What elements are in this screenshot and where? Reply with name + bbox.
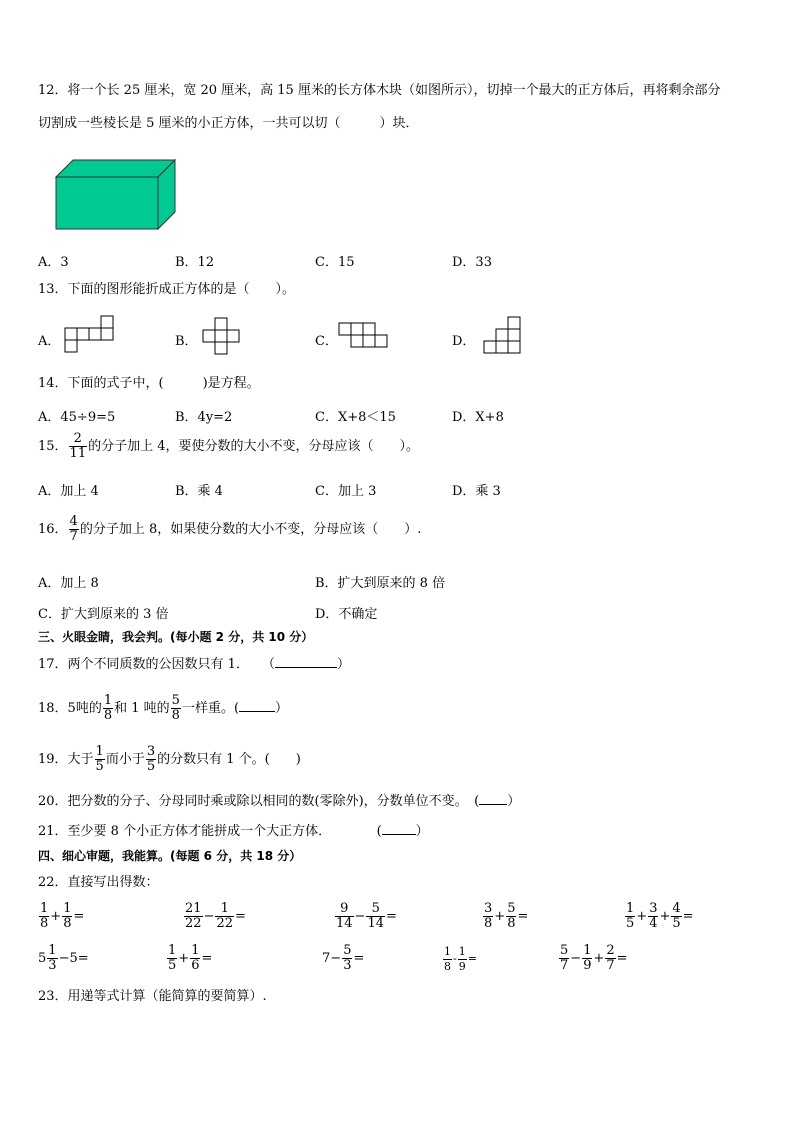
denominator: 11 — [69, 446, 87, 461]
fraction — [671, 902, 681, 931]
q15-option-c: C．加上 3 — [315, 484, 377, 499]
fraction — [458, 945, 467, 974]
calc-item — [482, 900, 528, 934]
q20 — [38, 792, 520, 810]
q21-text: 21．至少要 8 个小正方体才能拼成一个大正方体． ( — [38, 824, 382, 839]
numerator: 21 — [185, 901, 202, 916]
calc-item — [558, 942, 628, 976]
q13-label-a: A． — [38, 334, 61, 349]
net-b-figure — [202, 317, 244, 357]
numerator: 4 — [672, 901, 681, 916]
numerator: 1 — [168, 943, 177, 958]
numerator: 1 — [40, 901, 49, 916]
q15-option-a: A．加上 4 — [38, 484, 99, 499]
denominator: 8 — [444, 959, 451, 973]
numerator: 3 — [649, 901, 658, 916]
denominator: 22 — [185, 916, 202, 931]
numerator: 3 — [146, 744, 156, 759]
calc-item — [442, 942, 477, 976]
q17-text: 17．两个不同质数的公因数只有 1． （ — [38, 657, 275, 672]
equals: = — [353, 951, 365, 966]
q12-option-b: B．12 — [175, 255, 215, 270]
fraction — [190, 944, 200, 973]
equals: = — [386, 909, 397, 924]
fraction — [69, 515, 79, 544]
denominator: 14 — [367, 916, 384, 931]
q15-option-d: D．乘 3 — [452, 484, 501, 499]
denominator: 8 — [484, 916, 493, 931]
fraction — [559, 944, 569, 973]
q12-option-a: A．3 — [38, 255, 69, 270]
q16-option-c: C．扩大到原来的 3 倍 — [38, 607, 169, 622]
q19-part-b: 而小于 — [105, 752, 145, 767]
q16-number: 16． — [38, 522, 68, 537]
answer-blank[interactable] — [275, 655, 337, 668]
denominator: 14 — [336, 916, 353, 931]
denominator: 8 — [63, 916, 72, 931]
operator: − — [203, 909, 215, 924]
calc-item — [334, 900, 397, 934]
section-3-heading: 三、火眼金睛，我会判。(每小题 2 分，共 10 分） — [38, 630, 314, 644]
q23-stem: 23．用递等式计算（能简算的要简算）. — [38, 989, 267, 1004]
whole-number: 7 — [322, 951, 331, 966]
q19 — [38, 745, 301, 775]
q18-close: ） — [275, 701, 289, 716]
equals: = — [201, 951, 213, 966]
fraction — [582, 944, 592, 973]
q14-option-d: D．X+8 — [452, 410, 504, 425]
q13-label-c: C． — [315, 334, 338, 349]
calc-item — [624, 900, 694, 934]
fraction — [335, 902, 354, 931]
q22-stem: 22．直接写出得数： — [38, 875, 159, 890]
q18 — [38, 694, 288, 724]
denominator: 7 — [606, 958, 615, 973]
q16-text: 的分子加上 8，如果使分数的大小不变，分母应该（ ）. — [79, 522, 422, 537]
operator: + — [593, 951, 605, 966]
numerator: 1 — [63, 901, 72, 916]
denominator: 8 — [507, 916, 516, 931]
calc-item — [38, 900, 84, 934]
denominator: 5 — [672, 916, 681, 931]
q14-option-a: A．45÷9=5 — [38, 410, 116, 425]
calc-item — [183, 900, 246, 934]
numerator: 1 — [103, 693, 113, 708]
q21-close: ） — [415, 824, 429, 839]
numerator: 2 — [69, 432, 88, 447]
numerator: 5 — [366, 902, 385, 917]
fraction — [39, 902, 49, 931]
fraction — [184, 902, 203, 931]
fraction — [146, 745, 156, 774]
denominator: 5 — [95, 759, 104, 774]
fraction — [483, 902, 493, 931]
q18-part-a: 18．5吨的 — [38, 701, 102, 716]
operator: - — [453, 952, 457, 965]
cuboid-figure — [55, 159, 177, 231]
calc-item — [38, 942, 89, 976]
operator: + — [178, 951, 190, 966]
numerator: 5 — [343, 943, 352, 958]
denominator: 5 — [146, 759, 156, 774]
fraction — [443, 945, 452, 974]
denominator: 5 — [626, 916, 635, 931]
equals: = — [517, 909, 529, 924]
denominator: 7 — [69, 529, 78, 544]
fraction — [342, 944, 352, 973]
denominator: 5 — [168, 958, 177, 973]
calc-item — [166, 942, 212, 976]
numerator: 1 — [626, 901, 635, 916]
numerator: 1 — [191, 943, 200, 958]
numerator: 1 — [95, 744, 104, 759]
fraction — [648, 902, 658, 931]
fraction — [366, 902, 385, 931]
q16-stem — [38, 515, 421, 545]
equals: = — [467, 952, 477, 965]
fraction — [47, 944, 57, 973]
numerator: 4 — [69, 514, 78, 529]
denominator: 8 — [103, 708, 113, 723]
q21 — [38, 822, 429, 840]
numerator: 5 — [507, 901, 516, 916]
q12-line2: 切割成一些棱长是 5 厘米的小正方体，一共可以切（ ）块． — [38, 116, 419, 131]
fraction — [167, 944, 177, 973]
denominator: 6 — [191, 958, 200, 973]
calc-item — [322, 942, 364, 976]
operator: + — [494, 909, 506, 924]
equals: = — [77, 951, 89, 966]
q15-number: 15． — [38, 439, 68, 454]
numerator: 5 — [171, 693, 180, 708]
denominator: 8 — [40, 916, 49, 931]
q13-stem: 13．下面的图形能折成正方体的是（ ）。 — [38, 282, 296, 297]
q12-option-d: D．33 — [452, 255, 492, 270]
denominator: 4 — [649, 916, 658, 931]
q13-label-d: D． — [452, 334, 476, 349]
fraction — [62, 902, 72, 931]
fraction — [171, 694, 181, 723]
denominator: 9 — [583, 958, 592, 973]
fraction — [95, 745, 105, 774]
net-d-figure — [483, 316, 525, 356]
q15-stem — [38, 432, 419, 462]
operator: + — [50, 909, 62, 924]
equals: = — [73, 909, 85, 924]
q19-part-a: 19．大于 — [38, 752, 94, 767]
fraction — [605, 944, 615, 973]
answer-blank[interactable] — [382, 822, 416, 835]
q12-line1: 12．将一个长 25 厘米，宽 20 厘米，高 15 厘米的长方体木块（如图所示），切掉一个最大的正方体后，再将剩余部分 — [38, 83, 721, 98]
whole-number: 5 — [38, 951, 47, 966]
operator: + — [659, 909, 671, 924]
denominator: 3 — [48, 958, 57, 973]
numerator: 1 — [444, 944, 451, 958]
denominator: 3 — [343, 958, 352, 973]
q14-stem: 14．下面的式子中，( )是方程。 — [38, 376, 260, 391]
q17-close: ） — [336, 657, 350, 672]
q15-text: 的分子加上 4，要使分数的大小不变，分母应该（ ）。 — [88, 439, 419, 454]
q17 — [38, 655, 350, 673]
answer-blank[interactable] — [239, 699, 275, 712]
net-a-figure — [64, 315, 118, 355]
q18-part-c: 一样重。( — [181, 701, 240, 716]
operator: − — [354, 909, 366, 924]
q12-option-c: C．15 — [315, 255, 355, 270]
operator: + — [636, 909, 648, 924]
equals: = — [682, 909, 694, 924]
net-c-figure — [338, 322, 392, 350]
operator: − — [330, 951, 342, 966]
numerator: 1 — [583, 943, 592, 958]
denominator: 22 — [216, 916, 233, 931]
q15-option-b: B．乘 4 — [175, 484, 223, 499]
numerator: 1 — [458, 944, 466, 958]
fraction — [215, 902, 234, 931]
answer-blank[interactable] — [479, 792, 507, 805]
section-4-heading: 四、细心审题，我能算。(每题 6 分，共 18 分） — [38, 849, 302, 863]
denominator: 7 — [560, 958, 569, 973]
q16-option-d: D．不确定 — [315, 607, 378, 622]
q14-option-b: B．4y=2 — [175, 410, 233, 425]
q14-option-c: C．X+8＜15 — [315, 410, 396, 425]
numerator: 5 — [560, 943, 569, 958]
numerator: 1 — [215, 902, 234, 917]
denominator: 8 — [171, 708, 180, 723]
equals: = — [235, 909, 246, 924]
q20-text: 20．把分数的分子、分母同时乘或除以相同的数(零除外)，分数单位不变。 ( — [38, 794, 480, 809]
fraction — [69, 432, 88, 461]
denominator: 9 — [458, 959, 466, 973]
fraction — [103, 694, 113, 723]
numerator: 1 — [48, 943, 57, 958]
numerator: 3 — [484, 901, 493, 916]
q19-part-c: 的分数只有 1 个。( ) — [157, 752, 301, 767]
q16-option-b: B．扩大到原来的 8 倍 — [315, 576, 446, 591]
q18-part-b: 和 1 吨的 — [114, 701, 170, 716]
q13-label-b: B． — [175, 334, 198, 349]
numerator: 9 — [335, 902, 354, 917]
equals: = — [616, 951, 628, 966]
operator: − — [570, 951, 582, 966]
q20-close: ） — [507, 794, 521, 809]
fraction — [625, 902, 635, 931]
q16-option-a: A．加上 8 — [38, 576, 99, 591]
operator: −5 — [58, 951, 78, 966]
fraction — [506, 902, 516, 931]
numerator: 2 — [606, 943, 615, 958]
